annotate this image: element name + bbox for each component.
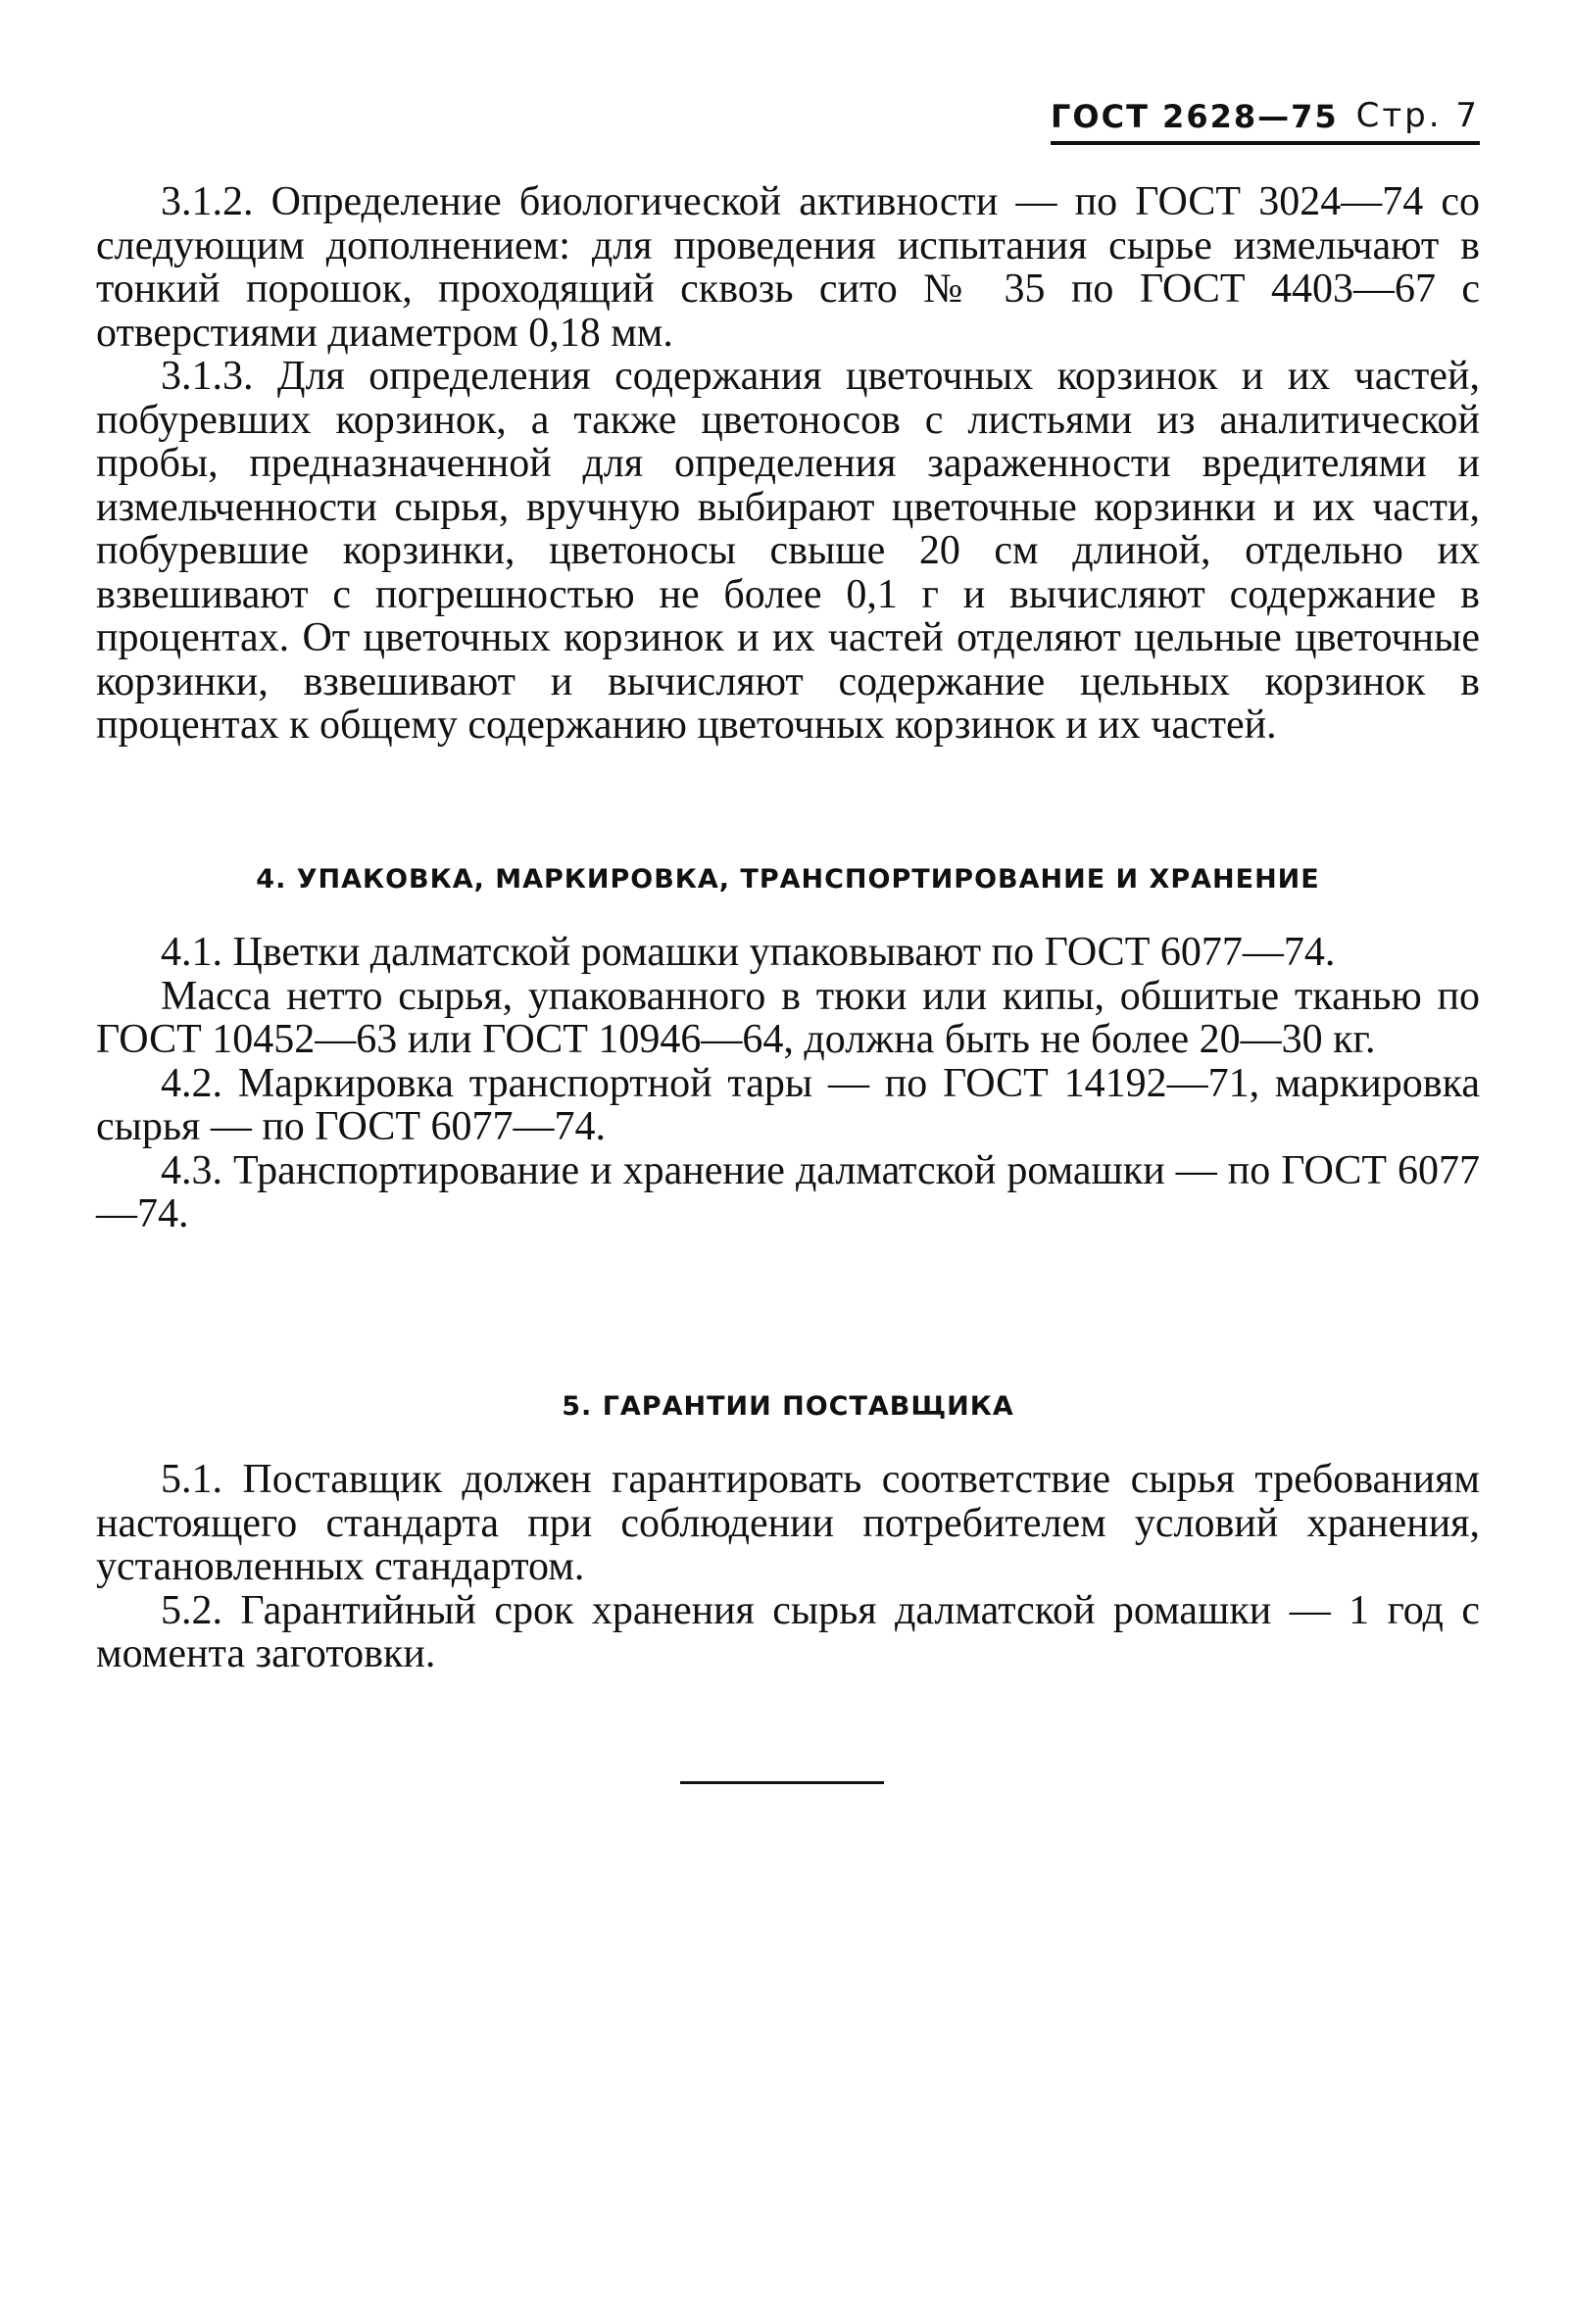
paragraph-5-2: 5.2. Гарантийный срок хранения сырья далматской ромашки — 1 год с момента заготовки.: [96, 1587, 1480, 1676]
section-4-text: [96, 931, 1480, 1236]
section-3-text: [96, 180, 1480, 748]
page-number: Стр. 7: [1355, 96, 1480, 135]
paragraph-4-2: 4.2. Маркировка транспортной тары — по ГОСТ 14192—71, маркировка сырья — по ГОСТ 6077—74.: [96, 1060, 1480, 1149]
section-5-title: 5. ГАРАНТИИ ПОСТАВЩИКА: [562, 1391, 1014, 1422]
paragraph-4-3: 4.3. Транспортирование и хранение далматской ромашки — по ГОСТ 6077—74.: [96, 1147, 1480, 1236]
end-of-text-rule: [680, 1781, 884, 1784]
paragraph-3-1-2: 3.1.2. Определение биологической активности — по ГОСТ 3024—74 со следующим дополнением: для проведения испытания сырье измельчают в тонкий порошок, проходящий сквозь сито № 35 по ГОСТ 4403—67 с отверстиями диаметром 0,18 мм.: [96, 179, 1480, 356]
paragraph-5-1: 5.1. Поставщик должен гарантировать соответствие сырья требованиям настоящего стандарта при соблюдении потребителем условий хранения, установленных стандартом.: [96, 1457, 1480, 1589]
paragraph-3-1-3: 3.1.3. Для определения содержания цветочных корзинок и их частей, побуревших корзинок, а также цветоносов с листьями из аналитической пробы, предназначенной для определения зараженности вредителями и измельченности сырья, вручную выбирают цветочные корзинки и их части, побуревшие корзинки, цветоносы свыше 20 см длиной, отдельно их взвешивают с погрешностью не более 0,1 г и вычисляют содержание в процентах. От цветочных корзинок и их частей отделяют цельные цветочные корзинки, взвешивают и вычисляют содержание цельных корзинок в процентах к общему содержанию цветочных корзинок и их частей.: [96, 354, 1480, 748]
paragraph-4-1-mass: Масса нетто сырья, упакованного в тюки или кипы, обшитые тканью по ГОСТ 10452—63 или ГОСТ 10946—64, должна быть не более 20—30 кг.: [96, 973, 1480, 1062]
section-4-title: 4. УПАКОВКА, МАРКИРОВКА, ТРАНСПОРТИРОВАНИЕ И ХРАНЕНИЕ: [256, 864, 1320, 895]
standard-number: ГОСТ 2628—75: [1051, 98, 1339, 135]
paragraph-4-1: 4.1. Цветки далматской ромашки упаковывают по ГОСТ 6077—74.: [161, 930, 1336, 975]
section-5-text: [96, 1458, 1480, 1676]
page-header: [1051, 90, 1480, 145]
